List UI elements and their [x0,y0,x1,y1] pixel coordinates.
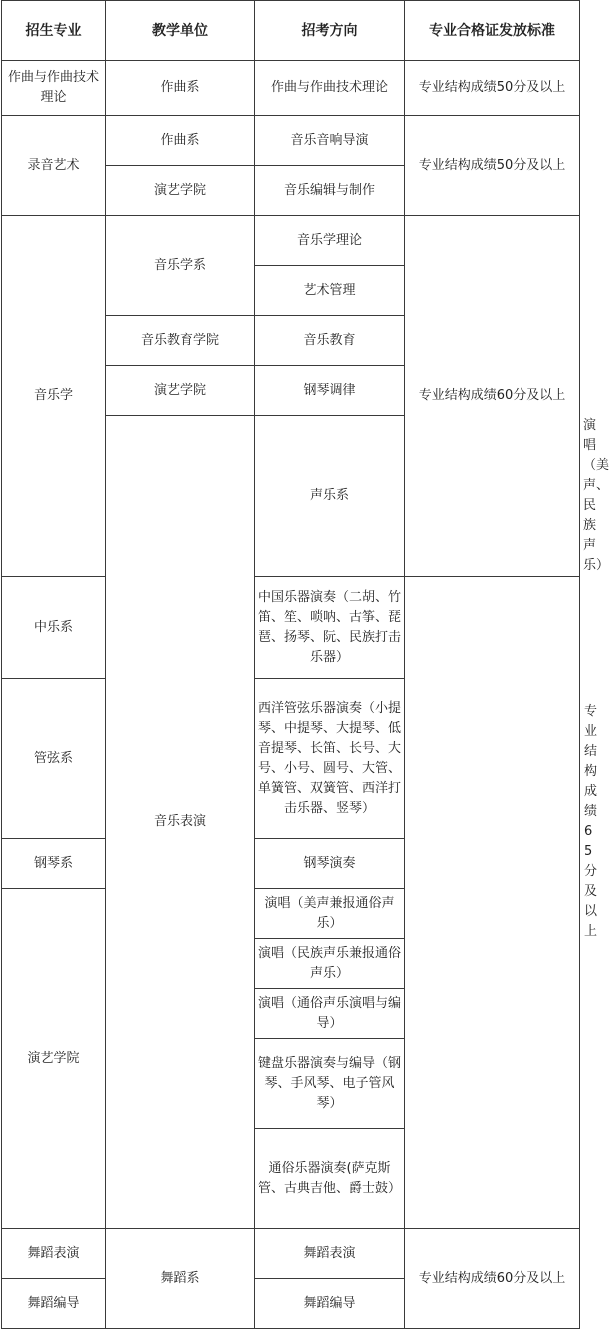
unit-cell: 音乐教育学院 [106,316,255,366]
major-cell: 音乐学 [2,216,106,577]
unit-cell: 音乐学系 [106,216,255,316]
table-row: 音乐表演 声乐系 演唱（美声、民族声乐） 专业结构成绩65分及以上 [2,416,580,577]
table-row [2,679,580,839]
major-cell: 音乐表演 [106,416,255,1229]
major-cell: 舞蹈表演 [2,1229,106,1279]
direction-cell: 演唱（民族声乐兼报通俗声乐） [255,939,405,989]
header-teaching-unit: 教学单位 [106,1,255,61]
table-row [2,839,580,889]
standard-cell: 专业结构成绩50分及以上 [405,116,580,216]
direction-cell: 舞蹈表演 [255,1229,405,1279]
direction-cell: 钢琴调律 [255,366,405,416]
direction-cell: 钢琴演奏 [255,839,405,889]
header-certificate-standard: 专业合格证发放标准 [405,1,580,61]
table-row [2,577,580,679]
direction-cell: 西洋管弦乐器演奏（小提琴、中提琴、大提琴、低音提琴、长笛、长号、大号、小号、圆号、大管、单簧管、双簧管、西洋打击乐器、竖琴） [255,679,405,839]
unit-cell: 中乐系 [2,577,106,679]
major-cell: 舞蹈编导 [2,1279,106,1329]
header-direction: 招考方向 [255,1,405,61]
table-row [2,889,580,939]
direction-cell: 音乐编辑与制作 [255,166,405,216]
direction-cell: 演唱（美声兼报通俗声乐） [255,889,405,939]
direction-cell: 通俗乐器演奏(萨克斯管、古典吉他、爵士鼓） [255,1129,405,1229]
standard-cell: 专业结构成绩60分及以上 [405,1229,580,1329]
table-row [2,116,580,166]
direction-cell: 中国乐器演奏（二胡、竹笛、笙、唢呐、古筝、琵琶、扬琴、阮、民族打击乐器） [255,577,405,679]
table-row [2,61,580,116]
table-row [2,1229,580,1279]
admission-standards-table [1,0,609,1329]
direction-cell: 艺术管理 [255,266,405,316]
table-row [2,216,580,266]
direction-cell: 音乐音响导演 [255,116,405,166]
unit-cell: 演艺学院 [2,889,106,1229]
major-cell: 录音艺术 [2,116,106,216]
direction-cell: 作曲与作曲技术理论 [255,61,405,116]
standard-cell: 专业结构成绩60分及以上 [405,216,580,577]
unit-cell: 舞蹈系 [106,1229,255,1329]
unit-cell: 演艺学院 [106,166,255,216]
unit-cell: 作曲系 [106,116,255,166]
standard-cell: 专业结构成绩50分及以上 [405,61,580,116]
unit-cell: 钢琴系 [2,839,106,889]
major-cell: 作曲与作曲技术理论 [2,61,106,116]
unit-cell: 演艺学院 [106,366,255,416]
header-major: 招生专业 [2,1,106,61]
direction-cell: 音乐教育 [255,316,405,366]
direction-cell: 键盘乐器演奏与编导（钢琴、手风琴、电子管风琴） [255,1039,405,1129]
unit-cell: 声乐系 [255,416,405,577]
direction-cell: 舞蹈编导 [255,1279,405,1329]
unit-cell: 作曲系 [106,61,255,116]
header-row [2,1,580,61]
direction-cell: 演唱（通俗声乐演唱与编导） [255,989,405,1039]
unit-cell: 管弦系 [2,679,106,839]
direction-cell: 音乐学理论 [255,216,405,266]
